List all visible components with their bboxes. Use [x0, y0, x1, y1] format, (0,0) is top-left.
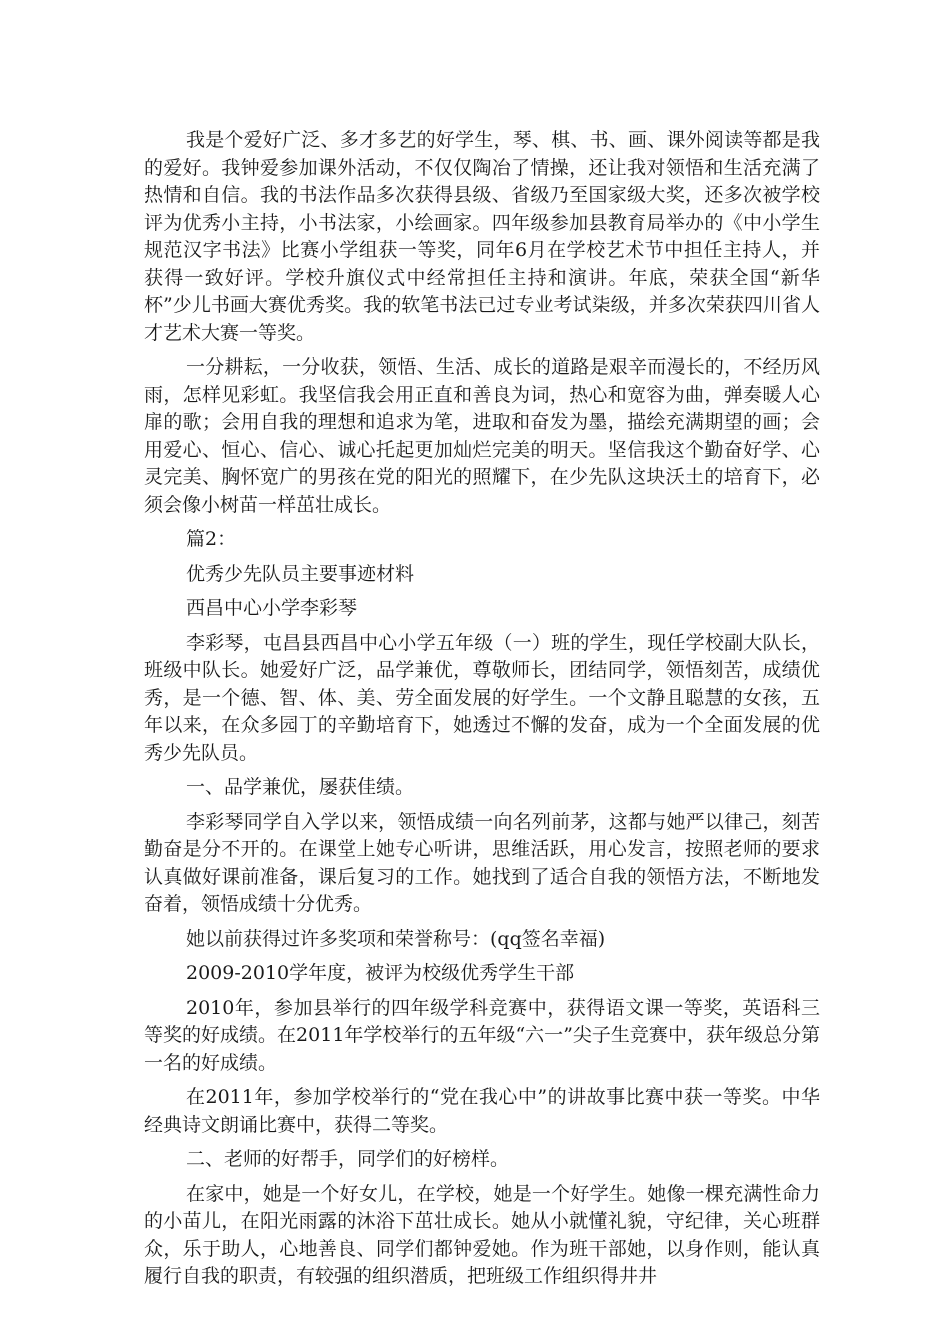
award-2011: 在2011年，参加学校举行的“党在我心中”的讲故事比赛中获一等奖。中华经典诗文朗诵比赛中，获得二等奖。 — [144, 1086, 820, 1136]
award-2010: 2010年，参加县举行的四年级学科竞赛中，获得语文课一等奖，英语科三等奖的好成绩。在2011年学校举行的五年级“六一”尖子生竞赛中，获年级总分第一名的好成绩。 — [144, 996, 820, 1074]
section-title: 优秀少先队员主要事迹材料 — [186, 562, 415, 585]
paragraph-hobbies: 我是个爱好广泛、多才多艺的好学生，琴、棋、书、画、课外阅读等都是我的爱好。我钟爱参加课外活动，不仅仅陶冶了情操，还让我对领悟和生活充满了热情和自信。我的书法作品多次获得县级、省级乃至国家级大奖，还多次被学校评为优秀小主持，小书法家，小绘画家。四年级参加县教育局举办的《中小学生规范汉字书法》比赛小学组获一等奖，同年6月在学校艺术节中担任主持人，并获得一致好评。学校升旗仪式中经常担任主持和演讲。年底，荣获全国“新华杯”少儿书画大赛优秀奖。我的软笔书法已过专业考试柒级，并多次荣获四川省人才艺术大赛一等奖。 — [144, 129, 820, 344]
awards-intro: 她以前获得过许多奖项和荣誉称号：(qq签名幸福) — [186, 927, 606, 950]
document-page — [144, 127, 820, 1298]
heading-one: 一、品学兼优，屡获佳绩。 — [186, 776, 415, 798]
award-2009: 2009-2010学年度，被评为校级优秀学生干部 — [186, 962, 575, 984]
heading-two: 二、老师的好帮手，同学们的好榜样。 — [186, 1148, 510, 1170]
author-line: 西昌中心小学李彩琴 — [186, 597, 358, 619]
section-label: 篇2： — [186, 528, 237, 550]
paragraph-study: 李彩琴同学自入学以来，领悟成绩一向名列前茅，这都与她严以律己，刻苦勤奋是分不开的。在课堂上她专心听讲，思维活跃，用心发言，按照老师的要求认真做好课前准备，课后复习的工作。她找到了适合自我的领悟方法，不断地发奋着，领悟成绩十分优秀。 — [144, 810, 820, 915]
paragraph-helper: 在家中，她是一个好女儿，在学校，她是一个好学生。她像一棵充满性命力的小苗儿，在阳光雨露的沐浴下茁壮成长。她从小就懂礼貌，守纪律，关心班群众，乐于助人，心地善良、同学们都钟爱她。作为班干部她，以身作则，能认真履行自我的职责，有较强的组织潜质，把班级工作组织得井井 — [144, 1182, 820, 1287]
paragraph-introduction: 李彩琴，屯昌县西昌中心小学五年级（一）班的学生，现任学校副大队长，班级中队长。她爱好广泛，品学兼优，尊敬师长，团结同学，领悟刻苦，成绩优秀，是一个德、智、体、美、劳全面发展的好学生。一个文静且聪慧的女孩，五年以来，在众多园丁的辛勤培育下，她透过不懈的发奋，成为一个全面发展的优秀少先队员。 — [144, 631, 820, 764]
paragraph-growth: 一分耕耘，一分收获，领悟、生活、成长的道路是艰辛而漫长的，不经历风雨，怎样见彩虹。我坚信我会用正直和善良为词，热心和宽容为曲，弹奏暖人心扉的歌；会用自我的理想和追求为笔，进取和奋发为墨，描绘充满期望的画；会用爱心、恒心、信心、诚心托起更加灿烂完美的明天。坚信我这个勤奋好学、心灵完美、胸怀宽广的男孩在党的阳光的照耀下，在少先队这块沃土的培育下，必须会像小树苗一样茁壮成长。 — [144, 356, 820, 516]
